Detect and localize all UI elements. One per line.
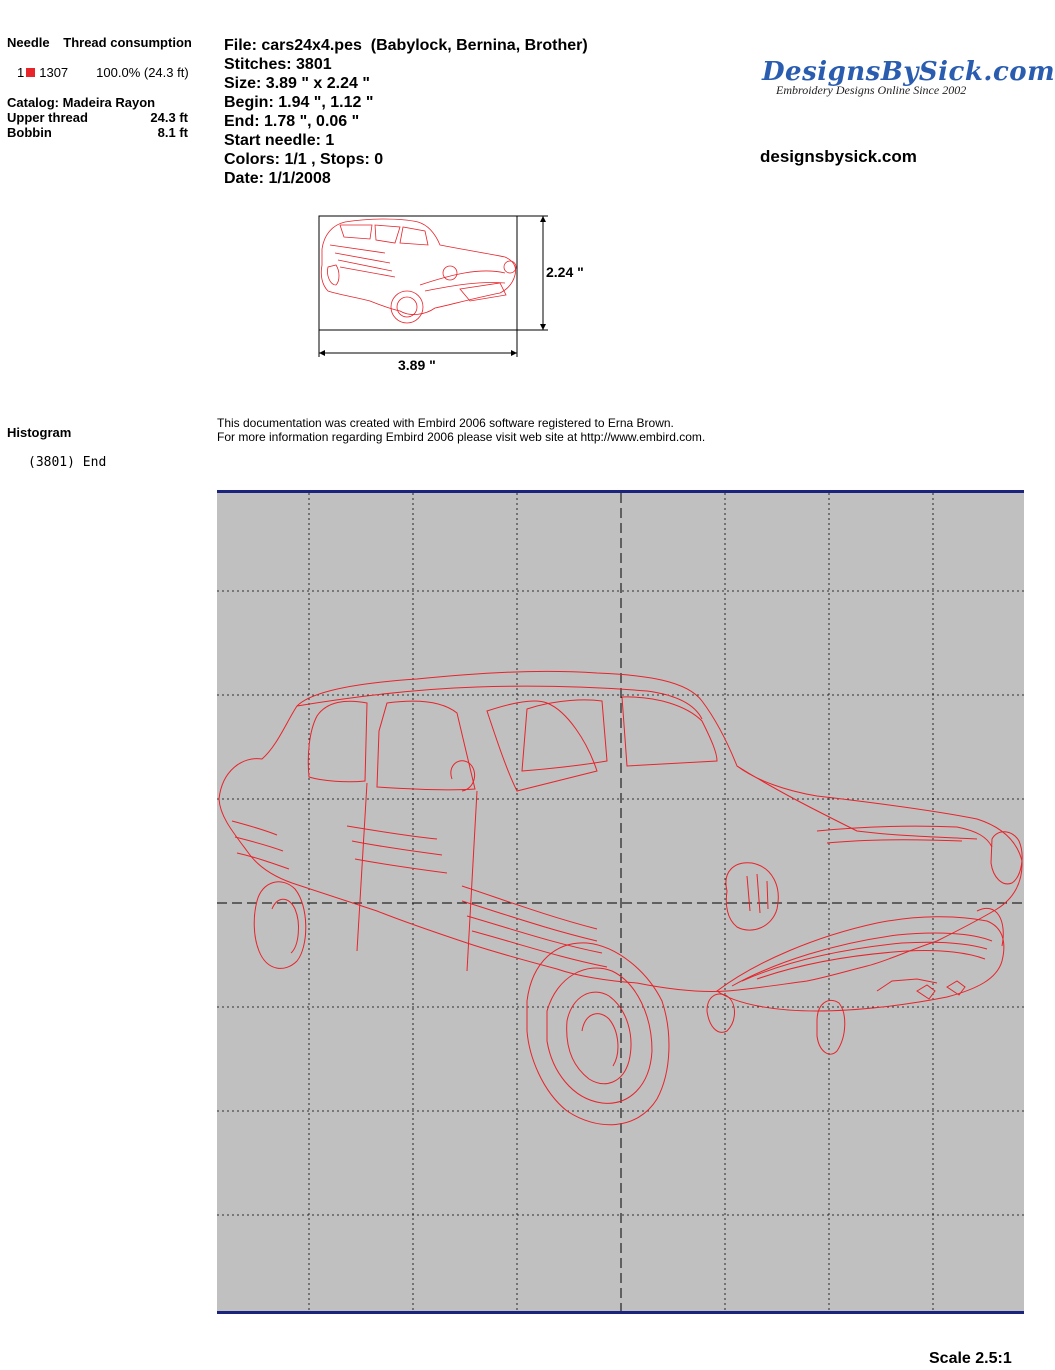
info-colors: Colors: 1/1 , Stops: 0 <box>224 151 384 168</box>
info-date: Date: 1/1/2008 <box>224 170 331 187</box>
scale-label: Scale 2.5:1 <box>929 1350 1012 1367</box>
logo-text: DesignsBySick.com <box>762 57 1055 87</box>
bobbin-value: 8.1 ft <box>157 125 188 140</box>
needle-header-label: Needle <box>7 35 50 50</box>
info-end: End: 1.78 ", 0.06 " <box>224 113 360 130</box>
histogram-title: Histogram <box>7 425 72 440</box>
info-size: Size: 3.89 " x 2.24 " <box>224 75 370 92</box>
upper-thread-row <box>7 110 188 125</box>
documentation-line-2: For more information regarding Embird 2006 please visit web site at http://www.embird.com. <box>217 430 706 444</box>
thread-consumption: 100.0% (24.3 ft) <box>96 65 189 80</box>
consumption-header-label: Thread consumption <box>63 35 192 50</box>
histogram-entry <box>28 455 106 470</box>
design-info <box>224 36 588 188</box>
info-start-needle: Start needle: 1 <box>224 132 335 149</box>
histogram-label: End <box>82 455 107 470</box>
info-begin: Begin: 1.94 ", 1.12 " <box>224 94 374 111</box>
thread-color-swatch <box>26 68 35 77</box>
histogram-stitches: (3801) <box>28 455 75 470</box>
info-stitches: Stitches: 3801 <box>224 56 332 73</box>
documentation-note <box>217 416 705 444</box>
documentation-line-1: This documentation was created with Embird 2006 software registered to Erna Brown. <box>217 416 674 430</box>
brand-logo[interactable] <box>762 57 1055 98</box>
design-canvas <box>217 491 1024 1314</box>
thumbnail-height-label: 2.24 " <box>546 264 584 280</box>
thread-code: 1307 <box>39 65 69 80</box>
upper-thread-label: Upper thread <box>7 110 88 125</box>
bobbin-label: Bobbin <box>7 125 52 140</box>
needle-number: 1 <box>17 65 25 80</box>
design-thumbnail <box>300 205 560 355</box>
site-url[interactable]: designsbysick.com <box>760 147 917 166</box>
info-file: File: cars24x4.pes (Babylock, Bernina, Brother) <box>224 37 588 54</box>
thread-table-header <box>7 35 192 50</box>
thread-catalog: Catalog: Madeira Rayon <box>7 95 156 110</box>
thread-row <box>17 65 189 80</box>
thumbnail-width-label: 3.89 " <box>398 357 436 373</box>
bobbin-row <box>7 125 188 140</box>
upper-thread-value: 24.3 ft <box>150 110 188 125</box>
logo-tagline: Embroidery Designs Online Since 2002 <box>776 83 967 97</box>
thumbnail-frame <box>319 216 517 330</box>
